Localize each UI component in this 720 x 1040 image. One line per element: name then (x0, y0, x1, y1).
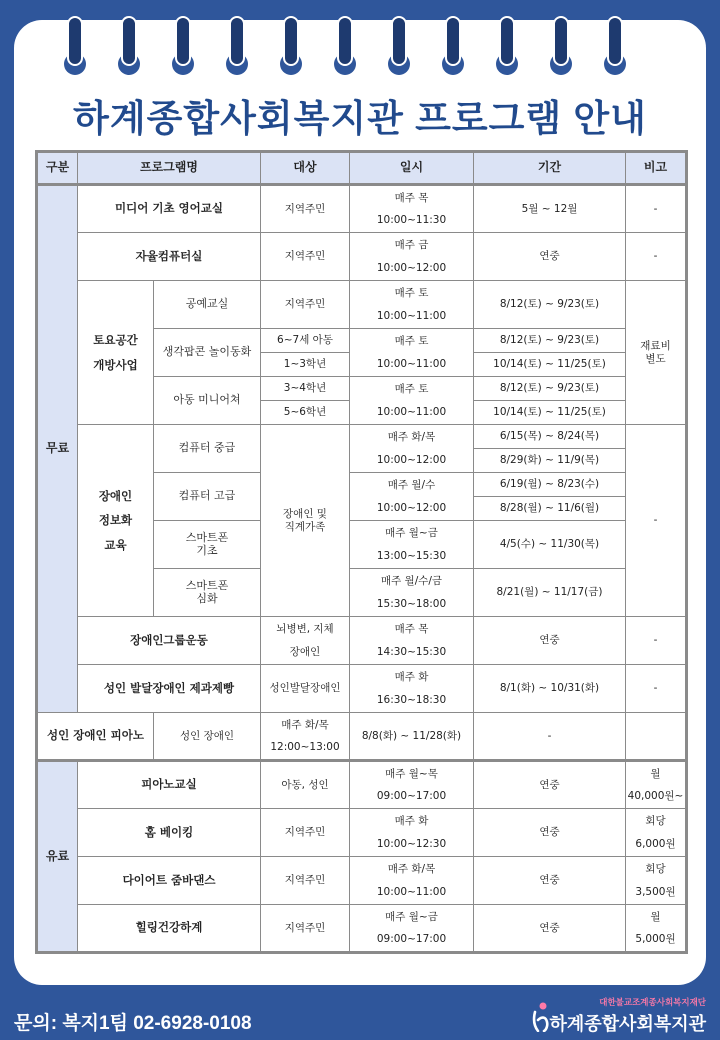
program-period: 5월 ~ 12월 (474, 185, 626, 233)
group-disability-it: 장애인 정보화 교육 (78, 425, 154, 617)
program-period: 연중 (474, 761, 626, 809)
program-fee: 월 5,000원 (626, 905, 687, 953)
program-name: 다이어트 줌바댄스 (78, 857, 261, 905)
program-target: 3~4학년 (261, 377, 350, 401)
group-paid: 유료 (37, 761, 78, 953)
program-schedule: 매주 월/수/금 15:30~18:00 (350, 569, 474, 617)
program-target: 5~6학년 (261, 401, 350, 425)
program-target: 지역주민 (261, 185, 350, 233)
program-period: 연중 (474, 809, 626, 857)
table-row (37, 281, 687, 329)
ring-icon (550, 16, 572, 82)
program-schedule: 매주 목 14:30~15:30 (350, 617, 474, 665)
group-saturday: 토요공간 개방사업 (78, 281, 154, 425)
table-row (37, 905, 687, 953)
table-header-row (37, 152, 687, 185)
program-target: 성인발달장애인 (261, 665, 350, 713)
program-schedule: 매주 금 10:00~12:00 (350, 233, 474, 281)
program-schedule: 매주 화/목 10:00~12:00 (350, 425, 474, 473)
program-schedule: 매주 토 10:00~11:00 (350, 377, 474, 425)
program-schedule: 매주 화 10:00~12:30 (350, 809, 474, 857)
center-logo (518, 996, 708, 1038)
table-row (37, 425, 687, 449)
program-period: 8/28(월) ~ 11/6(월) (474, 497, 626, 521)
program-fee: 회당 3,500원 (626, 857, 687, 905)
program-period: 연중 (474, 905, 626, 953)
program-target: 지역주민 (261, 905, 350, 953)
group-free: 무료 (37, 185, 78, 713)
program-name: 홈 베이킹 (78, 809, 261, 857)
program-note: - (474, 713, 626, 761)
program-name: 컴퓨터 중급 (154, 425, 261, 473)
program-schedule: 매주 화 16:30~18:30 (350, 665, 474, 713)
program-schedule: 매주 목 10:00~11:30 (350, 185, 474, 233)
program-schedule: 매주 월~목 09:00~17:00 (350, 761, 474, 809)
program-name: 성인 장애인 피아노 (37, 713, 154, 761)
ring-icon (226, 16, 248, 82)
program-period: 8/1(화) ~ 10/31(화) (474, 665, 626, 713)
ring-icon (172, 16, 194, 82)
program-name: 자율컴퓨터실 (78, 233, 261, 281)
table-row (37, 617, 687, 665)
program-schedule: 매주 화/목 12:00~13:00 (261, 713, 350, 761)
ring-icon (118, 16, 140, 82)
program-target: 1~3학년 (261, 353, 350, 377)
program-name: 스마트폰 기초 (154, 521, 261, 569)
program-schedule: 매주 토 10:00~11:00 (350, 281, 474, 329)
program-table (35, 150, 688, 954)
program-period: 8/12(토) ~ 9/23(토) (474, 281, 626, 329)
program-schedule: 매주 토 10:00~11:00 (350, 329, 474, 377)
header-target: 대상 (261, 152, 350, 185)
program-schedule: 매주 월~금 09:00~17:00 (350, 905, 474, 953)
program-period: 6/19(월) ~ 8/23(수) (474, 473, 626, 497)
table-row (37, 185, 687, 233)
program-name: 컴퓨터 고급 (154, 473, 261, 521)
program-name: 공예교실 (154, 281, 261, 329)
contact-info: 문의: 복지1팀 02-6928-0108 (14, 1013, 252, 1034)
header-period: 기간 (474, 152, 626, 185)
program-target: 지역주민 (261, 233, 350, 281)
header-program: 프로그램명 (78, 152, 261, 185)
program-period: 8/8(화) ~ 11/28(화) (350, 713, 474, 761)
program-period: 연중 (474, 857, 626, 905)
page-title: 하계종합사회복지관 프로그램 안내 (73, 98, 647, 139)
ring-icon (280, 16, 302, 82)
header-category: 구분 (37, 152, 78, 185)
ring-icon (64, 16, 86, 82)
program-fee: 회당 6,000원 (626, 809, 687, 857)
program-period: 연중 (474, 233, 626, 281)
program-note: - (626, 665, 687, 713)
program-period: 4/5(수) ~ 11/30(목) (474, 521, 626, 569)
program-name: 스마트폰 심화 (154, 569, 261, 617)
program-target: 장애인 및 직계가족 (261, 425, 350, 617)
program-target: 지역주민 (261, 281, 350, 329)
ring-icon (334, 16, 356, 82)
table-row (37, 761, 687, 809)
program-name: 성인 발달장애인 제과제빵 (78, 665, 261, 713)
program-period: 8/21(월) ~ 11/17(금) (474, 569, 626, 617)
program-name: 피아노교실 (78, 761, 261, 809)
program-note: - (626, 617, 687, 665)
program-target: 성인 장애인 (154, 713, 261, 761)
program-note: - (626, 425, 687, 617)
program-name: 생각팝콘 놀이동화 (154, 329, 261, 377)
program-fee: 월 40,000원~ (626, 761, 687, 809)
ring-icon (442, 16, 464, 82)
program-schedule: 매주 월/수 10:00~12:00 (350, 473, 474, 521)
program-target: 6~7세 아동 (261, 329, 350, 353)
program-period: 8/12(토) ~ 9/23(토) (474, 377, 626, 401)
program-target: 지역주민 (261, 809, 350, 857)
program-period: 10/14(토) ~ 11/25(토) (474, 401, 626, 425)
logo-foundation-text: 대한불교조계종사회복지재단 (599, 998, 706, 1008)
ring-icon (388, 16, 410, 82)
ring-icon (496, 16, 518, 82)
program-period: 6/15(목) ~ 8/24(목) (474, 425, 626, 449)
ring-icon (604, 16, 626, 82)
program-note: - (626, 185, 687, 233)
program-note: 재료비 별도 (626, 281, 687, 425)
program-period: 연중 (474, 617, 626, 665)
table-row (37, 713, 687, 761)
program-target: 지역주민 (261, 857, 350, 905)
header-note: 비고 (626, 152, 687, 185)
program-note: - (626, 233, 687, 281)
program-target: 뇌병변, 지체 장애인 (261, 617, 350, 665)
program-schedule: 매주 화/목 10:00~11:00 (350, 857, 474, 905)
program-period: 10/14(토) ~ 11/25(토) (474, 353, 626, 377)
program-target: 아동, 성인 (261, 761, 350, 809)
program-schedule: 매주 월~금 13:00~15:30 (350, 521, 474, 569)
table-row (37, 233, 687, 281)
program-period: 8/29(화) ~ 11/9(목) (474, 449, 626, 473)
logo-center-name: 하계종합사회복지관 (549, 1014, 706, 1034)
table-row (37, 809, 687, 857)
table-row (37, 857, 687, 905)
binder-rings (0, 0, 720, 90)
header-schedule: 일시 (350, 152, 474, 185)
program-name: 힐링건강하계 (78, 905, 261, 953)
program-name: 장애인그룹운동 (78, 617, 261, 665)
program-name: 아동 미니어쳐 (154, 377, 261, 425)
program-period: 8/12(토) ~ 9/23(토) (474, 329, 626, 353)
table-row (37, 665, 687, 713)
program-name: 미디어 기초 영어교실 (78, 185, 261, 233)
